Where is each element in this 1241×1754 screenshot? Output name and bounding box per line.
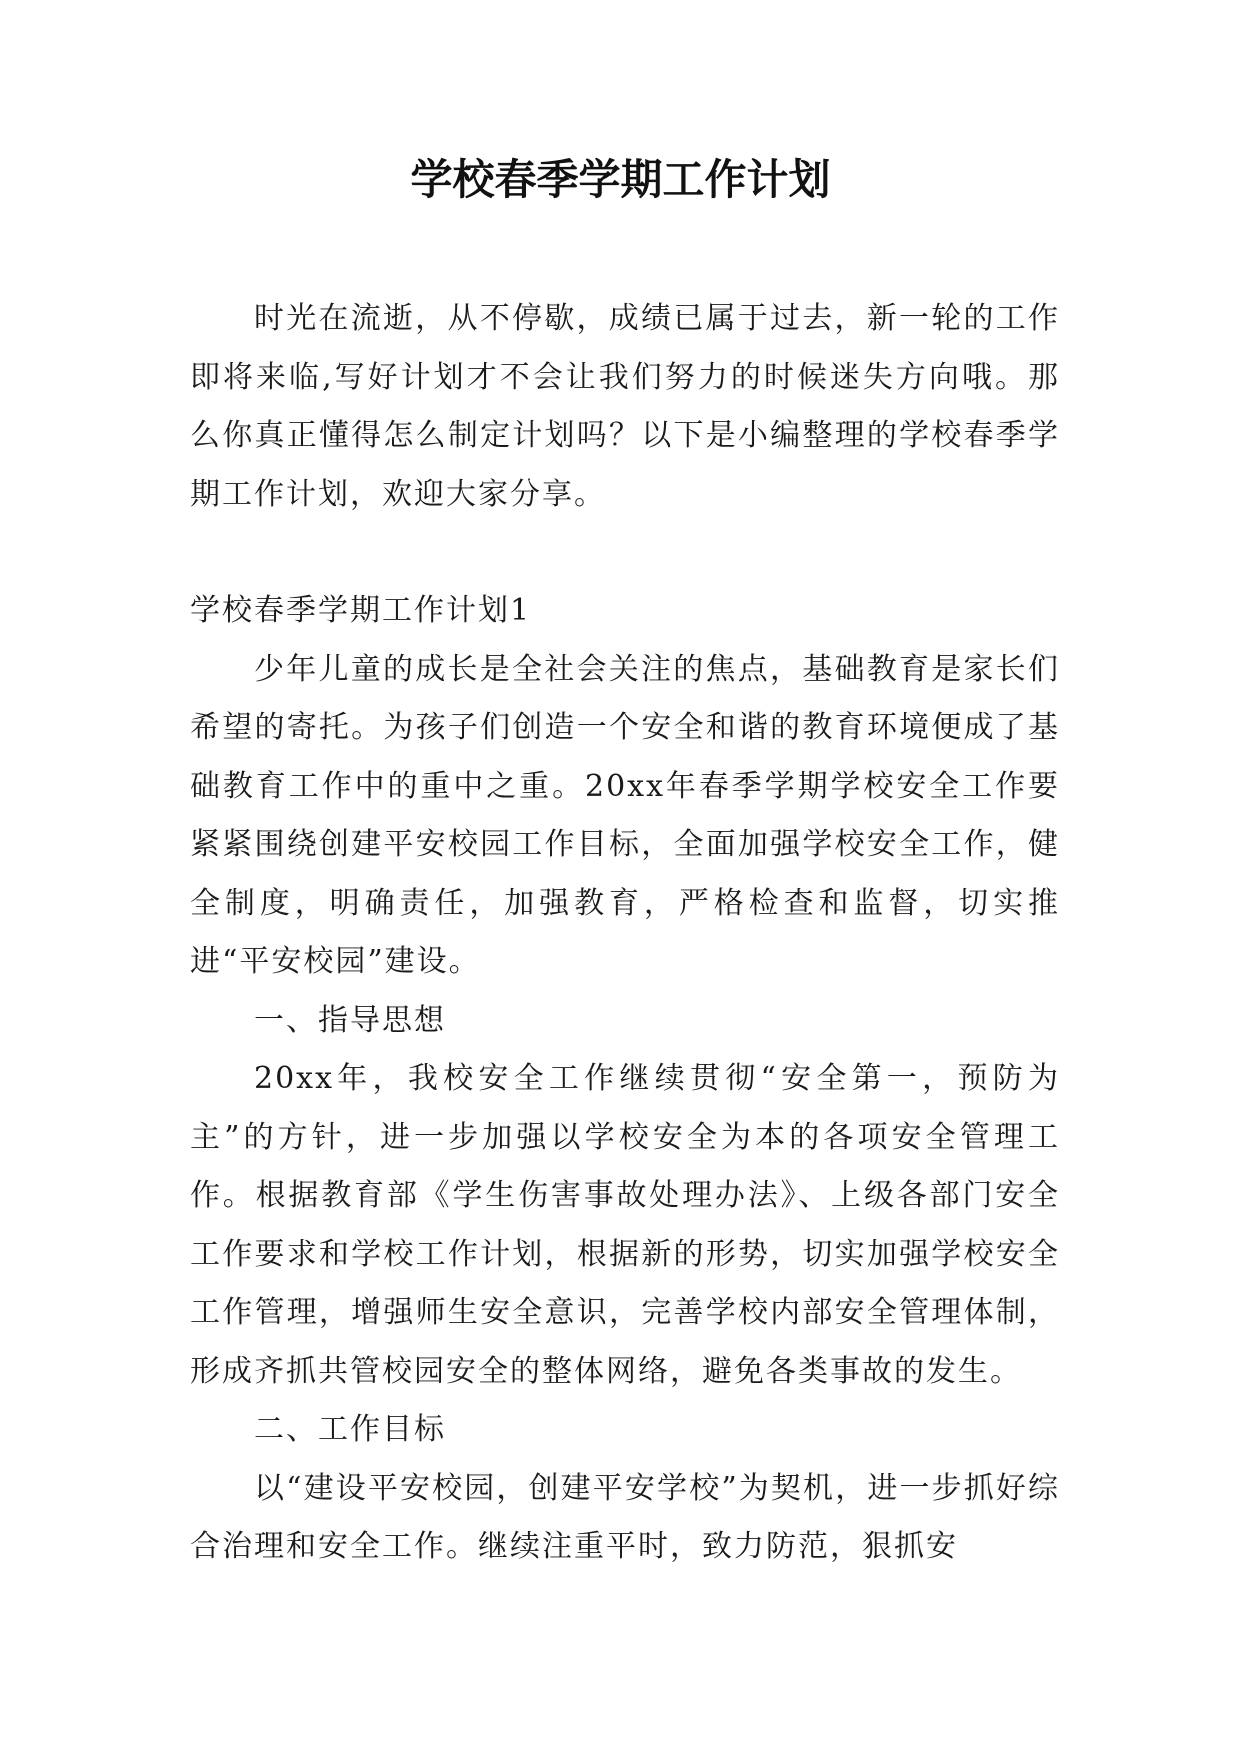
document-body	[190, 290, 1060, 1577]
paragraph-spacer	[190, 524, 1060, 582]
document-title: 学校春季学期工作计划	[410, 155, 831, 204]
body-paragraph-2: 20xx年，我校安全工作继续贯彻“安全第一，预防为主”的方针，进一步加强以学校安全为本的各项安全管理工作。根据教育部《学生伤害事故处理办法》、上级各部门安全工作要求和学校工作计划，根据新的形势，切实加强学校安全工作管理，增强师生安全意识，完善学校内部安全管理体制，形成齐抓共管校园安全的整体网络，避免各类事故的发生。	[190, 1061, 1060, 1389]
body-paragraph-3: 以“建设平安校园，创建平安学校”为契机，进一步抓好综合治理和安全工作。继续注重平时，致力防范，狠抓安	[190, 1470, 1060, 1564]
intro-paragraph: 时光在流逝，从不停歇，成绩已属于过去，新一轮的工作即将来临,写好计划才不会让我们努力的时候迷失方向哦。那么你真正懂得怎么制定计划吗？以下是小编整理的学校春季学期工作计划，欢迎大家分享。	[190, 301, 1060, 512]
subheading-work-goals: 二、工作目标	[254, 1412, 446, 1447]
subheading-guiding-ideology: 一、指导思想	[254, 1002, 446, 1038]
body-paragraph-1: 少年儿童的成长是全社会关注的焦点，基础教育是家长们希望的寄托。为孩子们创造一个安全和谐的教育环境便成了基础教育工作中的重中之重。20xx年春季学期学校安全工作要紧紧围绕创建平安校园工作目标，全面加强学校安全工作，健全制度，明确责任，加强教育，严格检查和监督，切实推进“平安校园”建设。	[190, 651, 1060, 979]
section-heading: 学校春季学期工作计划1	[190, 593, 532, 628]
